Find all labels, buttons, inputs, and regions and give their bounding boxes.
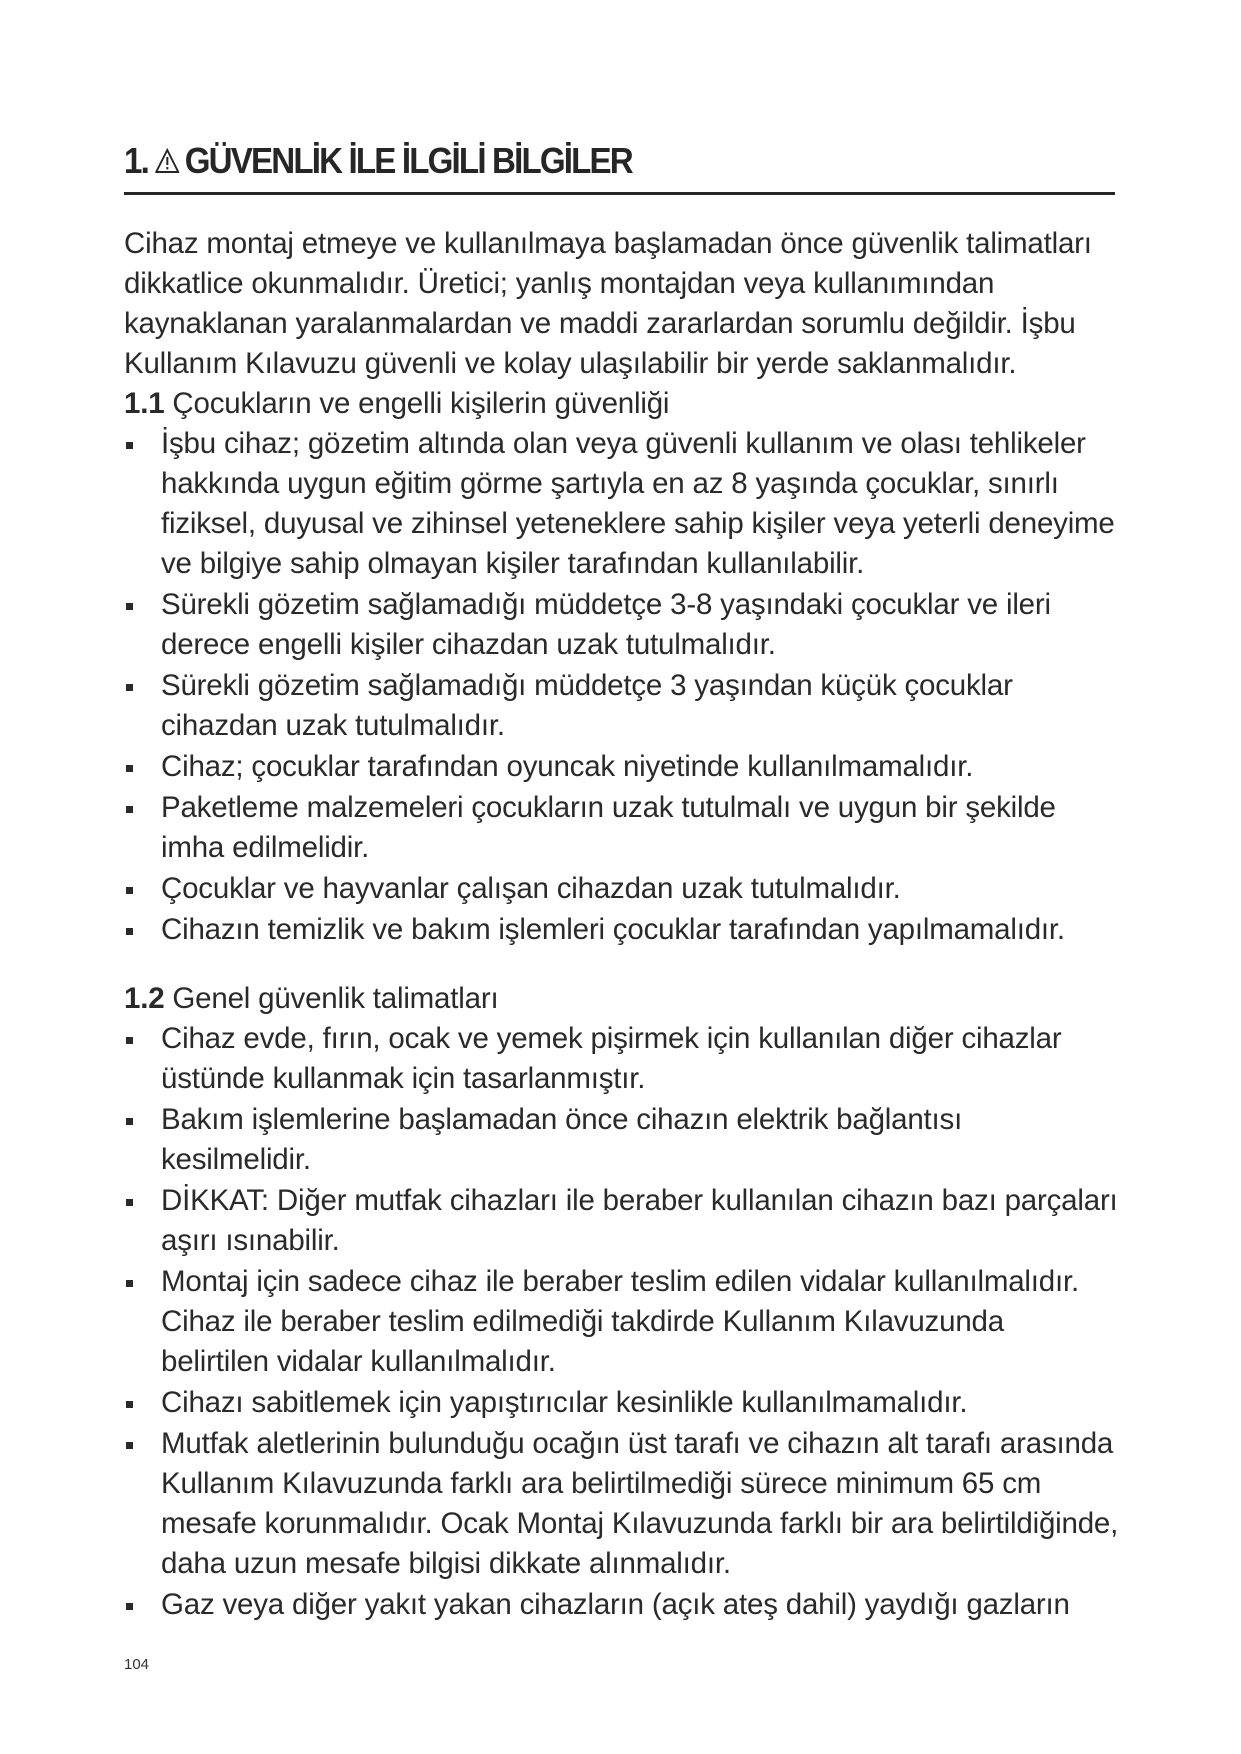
list-item [124, 1100, 1119, 1180]
warning-triangle-icon [155, 148, 179, 174]
list-item [124, 869, 1119, 909]
list-item [124, 424, 1119, 584]
subsection-number: 1.2 [124, 982, 165, 1015]
list-item [124, 1181, 1119, 1261]
bullet-icon [126, 442, 133, 449]
bullet-icon [126, 928, 133, 935]
subsection-title: Çocukların ve engelli kişilerin güvenliği [172, 387, 670, 420]
general-safety-list [124, 1019, 1119, 1625]
bullet-icon [126, 1280, 133, 1287]
list-item-text: Gaz veya diğer yakıt yakan cihazların (açık ateş dahil) yaydığı gazların [161, 1588, 1070, 1621]
section-heading [124, 140, 1035, 182]
bullet-icon [126, 1118, 133, 1125]
subsection-title: Genel güvenlik talimatları [172, 982, 499, 1015]
list-item-text: Paketleme malzemeleri çocukların uzak tutulmalı ve uygun bir şekilde imha edilmelidir. [161, 791, 1056, 864]
bullet-icon [126, 1603, 133, 1610]
section-title: GÜVENLİK İLE İLGİLİ BİLGİLER [184, 140, 632, 181]
list-item-text: Cihazı sabitlemek için yapıştırıcılar kesinlikle kullanılmamalıdır. [161, 1386, 968, 1419]
bullet-icon [126, 806, 133, 813]
list-item [124, 1262, 1119, 1382]
content-body [124, 224, 1119, 1626]
subsection-heading-1-2 [124, 979, 1119, 1019]
bullet-icon [126, 1401, 133, 1408]
list-item-text: Montaj için sadece cihaz ile beraber teslim edilen vidalar kullanılmalıdır. Cihaz ile beraber teslim edilmediği takdirde Kullanım Kılavuzunda belirtilen vidalar kullanılmalıdır. [161, 1265, 1079, 1378]
list-item [124, 1424, 1119, 1584]
list-item-text: Cihazın temizlik ve bakım işlemleri çocuklar tarafından yapılmamalıdır. [161, 913, 1065, 946]
list-item [124, 910, 1119, 950]
section-spacer [124, 951, 1119, 979]
list-item [124, 1019, 1119, 1099]
subsection-number: 1.1 [124, 387, 165, 420]
list-item-text: DİKKAT: Diğer mutfak cihazları ile beraber kullanılan cihazın bazı parçaları aşırı ısınabilir. [161, 1184, 1118, 1257]
bullet-icon [126, 887, 133, 894]
bullet-icon [126, 603, 133, 610]
heading-divider [124, 192, 1115, 195]
list-item [124, 666, 1119, 746]
subsection-heading-1-1 [124, 384, 1119, 424]
bullet-icon [126, 1442, 133, 1449]
list-item-text: Sürekli gözetim sağlamadığı müddetçe 3-8 yaşındaki çocuklar ve ileri derece engelli kişiler cihazdan uzak tutulmalıdır. [161, 588, 1051, 661]
bullet-icon [126, 1037, 133, 1044]
list-item-text: Cihaz evde, fırın, ocak ve yemek pişirmek için kullanılan diğer cihazlar üstünde kullanmak için tasarlanmıştır. [161, 1022, 1062, 1095]
list-item-text: İşbu cihaz; gözetim altında olan veya güvenli kullanım ve olası tehlikeler hakkında uygun eğitim görme şartıyla en az 8 yaşında çocuklar, sınırlı fiziksel, duyusal ve zihinsel yeteneklere sahip kişiler veya yeterli deneyime ve bilgiye sahip olmayan kişiler tarafından kullanılabilir. [161, 427, 1115, 580]
bullet-icon [126, 1199, 133, 1206]
list-item [124, 1585, 1119, 1625]
list-item [124, 788, 1119, 868]
list-item-text: Çocuklar ve hayvanlar çalışan cihazdan uzak tutulmalıdır. [161, 872, 901, 905]
list-item [124, 747, 1119, 787]
list-item [124, 585, 1119, 665]
child-safety-list [124, 424, 1119, 950]
list-item-text: Mutfak aletlerinin bulunduğu ocağın üst tarafı ve cihazın alt tarafı arasında Kullanım Kılavuzunda farklı ara belirtilmediği sürece minimum 65 cm mesafe korunmalıdır. Ocak Montaj Kılavuzunda farklı bir ara belirtildiğinde, daha uzun mesafe bilgisi dikkate alınmalıdır. [161, 1427, 1119, 1580]
bullet-icon [126, 765, 133, 772]
section-number: 1. [124, 140, 148, 181]
list-item-text: Sürekli gözetim sağlamadığı müddetçe 3 yaşından küçük çocuklar cihazdan uzak tutulmalıdır. [161, 669, 1013, 742]
intro-paragraph: Cihaz montaj etmeye ve kullanılmaya başlamadan önce güvenlik talimatları dikkatlice okunmalıdır. Üretici; yanlış montajdan veya kullanımından kaynaklanan yaralanmalardan ve maddi zararlardan sorumlu değildir. İşbu Kullanım Kılavuzu güvenli ve kolay ulaşılabilir bir yerde saklanmalıdır. [124, 227, 1092, 380]
list-item-text: Bakım işlemlerine başlamadan önce cihazın elektrik bağlantısı kesilmelidir. [161, 1103, 963, 1176]
list-item [124, 1383, 1119, 1423]
bullet-icon [126, 684, 133, 691]
list-item-text: Cihaz; çocuklar tarafından oyuncak niyetinde kullanılmamalıdır. [161, 750, 974, 783]
page-number: 104 [124, 1656, 150, 1673]
